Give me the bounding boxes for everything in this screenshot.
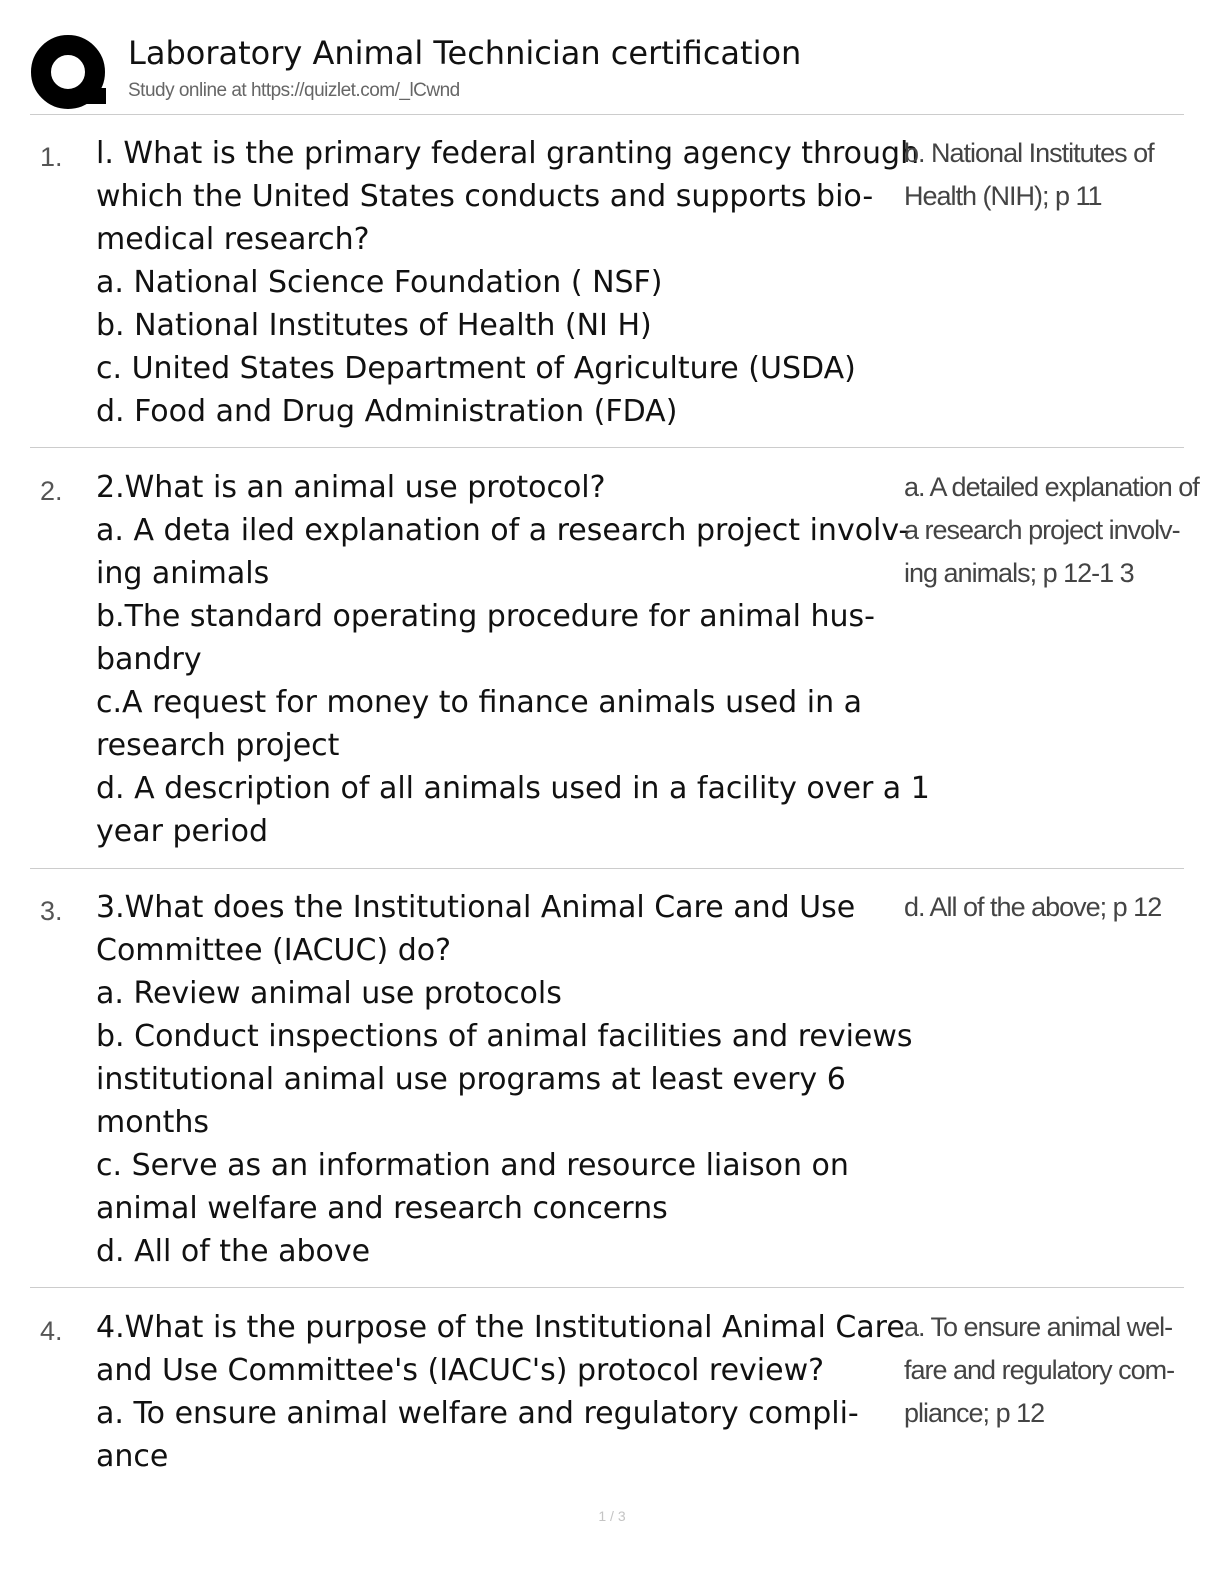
flashcard (30, 890, 1184, 1288)
question-line: b.The standard operating procedure for animal hus- (96, 599, 876, 634)
answer-line: d. All of the above; p 12 (904, 892, 1162, 922)
question-line: months (96, 1105, 209, 1140)
card-question (96, 886, 913, 1273)
flashcard (30, 470, 1199, 869)
answer-line: a research project involv- (904, 515, 1180, 545)
question-line: c. Serve as an information and resource liaison on (96, 1148, 849, 1183)
card-answer (904, 466, 1199, 595)
question-line: and Use Committee's (IACUC's) protocol review? (96, 1353, 825, 1388)
question-line: d. A description of all animals used in a facility over a 1 (96, 771, 930, 806)
question-line: bandry (96, 642, 202, 677)
card-number: 4. (40, 1316, 63, 1346)
question-line: d. All of the above (96, 1234, 371, 1269)
question-line: a. National Science Foundation ( NSF) (96, 265, 663, 300)
question-line: ing animals (96, 556, 270, 591)
card-answer (904, 132, 1184, 218)
answer-line: a. A detailed explanation of (904, 472, 1199, 502)
answer-line: ing animals; p 12-1 3 (904, 558, 1134, 588)
card-question (96, 132, 920, 433)
question-line: b. Conduct inspections of animal facilities and reviews (96, 1019, 913, 1054)
question-line: c.A request for money to finance animals used in a (96, 685, 863, 720)
study-online-link[interactable]: Study online at https://quizlet.com/_lCwnd (128, 80, 460, 101)
question-line: c. United States Department of Agriculture (USDA) (96, 351, 856, 386)
answer-line: b. National Institutes of (904, 138, 1154, 168)
card-number: 2. (40, 476, 63, 506)
question-line: which the United States conducts and supports bio- (96, 179, 874, 214)
answer-line: Health (NIH); p 11 (904, 181, 1102, 211)
card-question (96, 1306, 905, 1478)
question-line: animal welfare and research concerns (96, 1191, 668, 1226)
question-line: institutional animal use programs at least every 6 (96, 1062, 846, 1097)
card-answer (904, 1306, 1184, 1435)
page-title: Laboratory Animal Technician certification (128, 34, 802, 72)
question-line: Committee (IACUC) do? (96, 933, 452, 968)
flashcard (30, 1310, 1184, 1486)
question-line: b. National Institutes of Health (NI H) (96, 308, 652, 343)
question-line: medical research? (96, 222, 370, 257)
question-line: 4.What is the purpose of the Institutional Animal Care (96, 1310, 905, 1345)
answer-line: a. To ensure animal wel- (904, 1312, 1173, 1342)
question-line: l. What is the primary federal granting agency through (96, 136, 920, 171)
page-number: 1 / 3 (598, 1508, 626, 1524)
question-line: d. Food and Drug Administration (FDA) (96, 394, 678, 429)
question-line: ance (96, 1439, 169, 1474)
card-answer (904, 886, 1184, 929)
question-line: 3.What does the Institutional Animal Care and Use (96, 890, 856, 925)
answer-line: fare and regulatory com- (904, 1355, 1175, 1385)
question-line: year period (96, 814, 269, 849)
question-line: a. Review animal use protocols (96, 976, 562, 1011)
card-question (96, 466, 930, 853)
card-number: 3. (40, 896, 63, 926)
question-line: a. To ensure animal welfare and regulatory compli- (96, 1396, 859, 1431)
page-header (30, 28, 1184, 115)
answer-line: pliance; p 12 (904, 1398, 1045, 1428)
question-line: research project (96, 728, 340, 763)
question-line: a. A deta iled explanation of a research project involv- (96, 513, 910, 548)
flashcard (30, 136, 1184, 448)
card-number: 1. (40, 142, 63, 172)
question-line: 2.What is an animal use protocol? (96, 470, 606, 505)
quizlet-logo-icon (30, 32, 110, 112)
